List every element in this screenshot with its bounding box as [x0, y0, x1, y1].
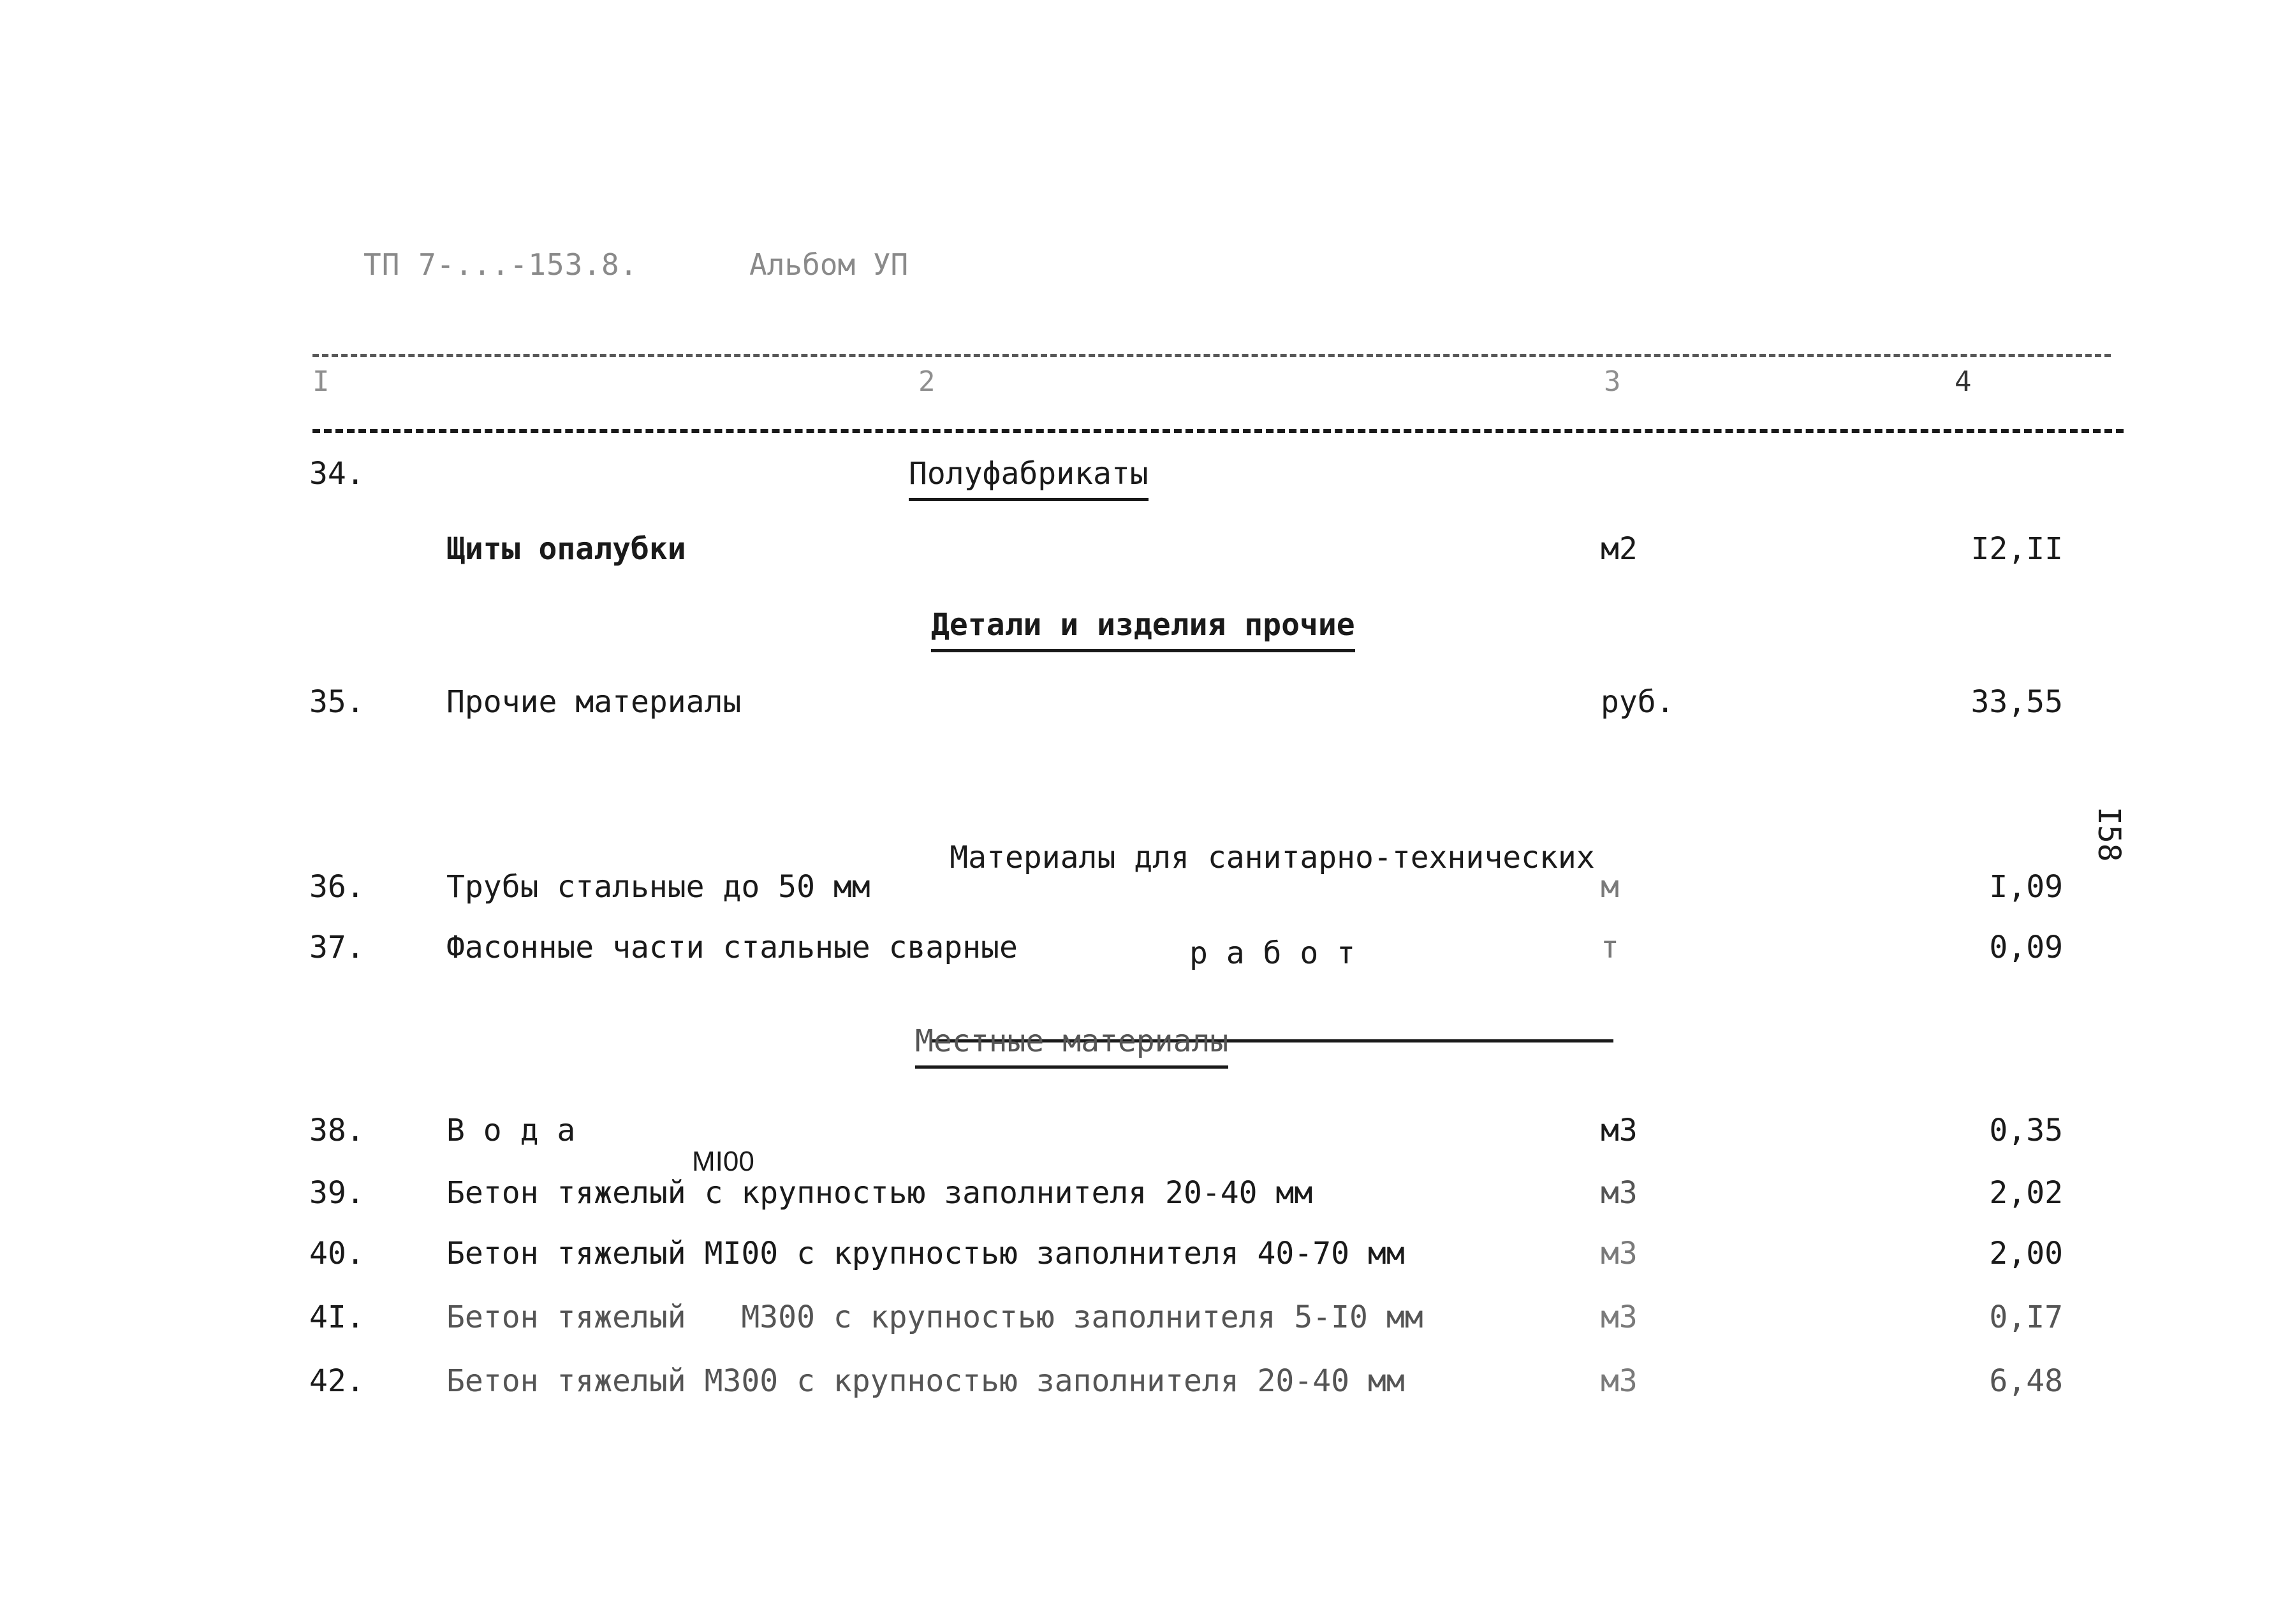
row-number: 37. — [309, 930, 365, 965]
row-number: 40. — [309, 1236, 365, 1271]
row-unit: м3 — [1601, 1236, 1638, 1271]
document-code: ТП 7-...-153.8. — [363, 247, 638, 282]
row-unit: м3 — [1601, 1299, 1638, 1335]
row-unit: т — [1601, 930, 1619, 965]
handwritten-insert: МI00 — [692, 1146, 754, 1177]
section-heading-semi-finished: Полуфабрикаты — [909, 456, 1149, 501]
row-unit: м2 — [1601, 531, 1638, 567]
row-name: Бетон тяжелый М300 с крупностью заполнителя 20-40 мм — [446, 1363, 1405, 1399]
column-header-3: 3 — [1604, 365, 1621, 398]
row-unit: руб. — [1601, 684, 1675, 720]
row-number: 4I. — [309, 1299, 365, 1335]
row-name: Щиты опалубки — [446, 531, 686, 567]
row-number: 36. — [309, 869, 365, 905]
row-number: 42. — [309, 1363, 365, 1399]
album-label: Альбом УП — [749, 247, 909, 282]
row-value: 0,35 — [1989, 1113, 2063, 1148]
section-heading-line: Материалы для санитарно-технических — [950, 840, 1595, 875]
table-top-rule — [312, 354, 2111, 357]
row-name: Бетон тяжелый МI00 с крупностью заполнителя 40-70 мм — [446, 1236, 1405, 1271]
column-header-2: 2 — [918, 365, 936, 398]
section-heading-local: Местные материалы — [915, 1023, 1228, 1069]
table-header-rule — [312, 429, 2124, 433]
section-heading-parts: Детали и изделия прочие — [931, 607, 1355, 652]
row-name: Бетон тяжелый М300 с крупностью заполнителя 5-I0 мм — [446, 1299, 1423, 1335]
row-name: В о д а — [446, 1113, 576, 1148]
row-number: 35. — [309, 684, 365, 720]
row-value: I,09 — [1989, 869, 2063, 905]
column-header-1: I — [312, 365, 330, 398]
section-heading-sanitary — [931, 778, 1613, 1042]
row-name: Трубы стальные до 50 мм — [446, 869, 870, 905]
page-number: I58 — [2091, 807, 2127, 862]
row-number: 38. — [309, 1113, 365, 1148]
row-value: 33,55 — [1971, 684, 2063, 720]
row-unit: м3 — [1601, 1175, 1638, 1211]
section-heading-line: р а б о т — [1189, 935, 1356, 971]
row-value: 0,I7 — [1989, 1299, 2063, 1335]
row-name: Прочие материалы — [446, 684, 742, 720]
row-value: I2,II — [1971, 531, 2063, 567]
column-header-4: 4 — [1955, 365, 1972, 398]
row-name: Фасонные части стальные сварные — [446, 930, 1018, 965]
row-unit: м — [1601, 869, 1619, 905]
row-unit: м3 — [1601, 1363, 1638, 1399]
row-value: 6,48 — [1989, 1363, 2063, 1399]
row-value: 2,00 — [1989, 1236, 2063, 1271]
row-value: 0,09 — [1989, 930, 2063, 965]
row-number: 39. — [309, 1175, 365, 1211]
row-unit: м3 — [1601, 1113, 1638, 1148]
row-value: 2,02 — [1989, 1175, 2063, 1211]
row-name: Бетон тяжелый с крупностью заполнителя 20-40 мм — [446, 1175, 1313, 1211]
row-number: 34. — [309, 456, 365, 492]
